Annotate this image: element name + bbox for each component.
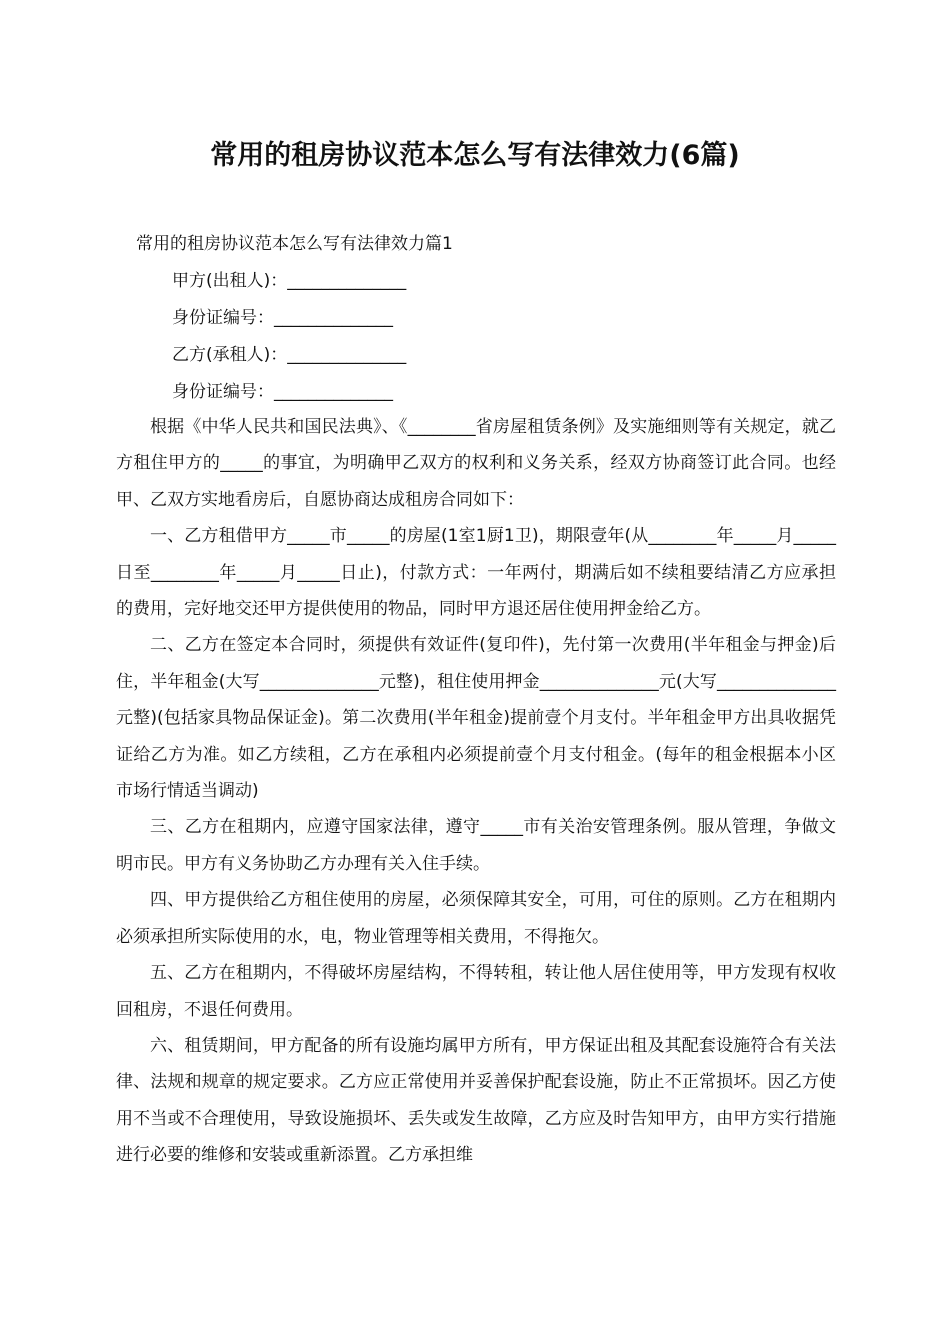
landlord-field: 甲方(出租人)：______________: [172, 271, 407, 291]
paragraph-clause-5: 五、乙方在租期内，不得破坏房屋结构，不得转租，转让他人居住使用等，甲方发现有权收回租房，不退任何费用。: [116, 963, 836, 1020]
landlord-id-field: 身份证编号：______________: [172, 308, 393, 328]
document-title: 常用的租房协议范本怎么写有法律效力(6篇): [210, 140, 740, 171]
paragraph-clause-6: 六、租赁期间，甲方配备的所有设施均属甲方所有，甲方保证出租及其配套设施符合有关法律、法规和规章的规定要求。乙方应正常使用并妥善保护配套设施，防止不正常损坏。因乙方使用不当或不合理使用，导致设施损坏、丢失或发生故障，乙方应及时告知甲方，由甲方实行措施进行必要的维修和安装或重新添置。乙方承担维: [116, 1035, 836, 1166]
paragraph-preamble: 根据《中华人民共和国民法典》、《________省房屋租赁条例》及实施细则等有关规定，就乙方租住甲方的_____的事宜，为明确甲乙双方的权利和义务关系，经双方协商签订此合同。也经甲、乙双方实地看房后，自愿协商达成租房合同如下：: [116, 417, 836, 510]
contract-body: [116, 409, 836, 1174]
paragraph-clause-1: 一、乙方租借甲方_____市_____的房屋(1室1厨1卫)，期限壹年(从________年_____月_____日至________年_____月_____日止)，付款方式：一年两付，期满后如不续租要结清乙方应承担的费用，完好地交还甲方提供使用的物品，同时甲方退还居住使用押金给乙方。: [116, 526, 836, 620]
tenant-field: 乙方(承租人)：______________: [172, 345, 407, 365]
paragraph-clause-4: 四、甲方提供给乙方租住使用的房屋，必须保障其安全，可用，可住的原则。乙方在租期内必须承担所实际使用的水，电，物业管理等相关费用，不得拖欠。: [116, 890, 836, 947]
section-heading: 常用的租房协议范本怎么写有法律效力篇1: [136, 234, 453, 254]
paragraph-clause-3: 三、乙方在租期内，应遵守国家法律，遵守_____市有关治安管理条例。服从管理，争做文明市民。甲方有义务协助乙方办理有关入住手续。: [116, 817, 836, 874]
tenant-id-field: 身份证编号：______________: [172, 382, 393, 402]
paragraph-clause-2: 二、乙方在签定本合同时，须提供有效证件(复印件)，先付第一次费用(半年租金与押金)后住，半年租金(大写______________元整)，租住使用押金______________元(大写______________元整)(包括家具物品保证金)。第二次费用(半年租金)提前壹个月支付。半年租金甲方出具收据凭证给乙方为准。如乙方续租，乙方在承租内必须提前壹个月支付租金。(每年的租金根据本小区市场行情适当调动): [116, 635, 836, 802]
